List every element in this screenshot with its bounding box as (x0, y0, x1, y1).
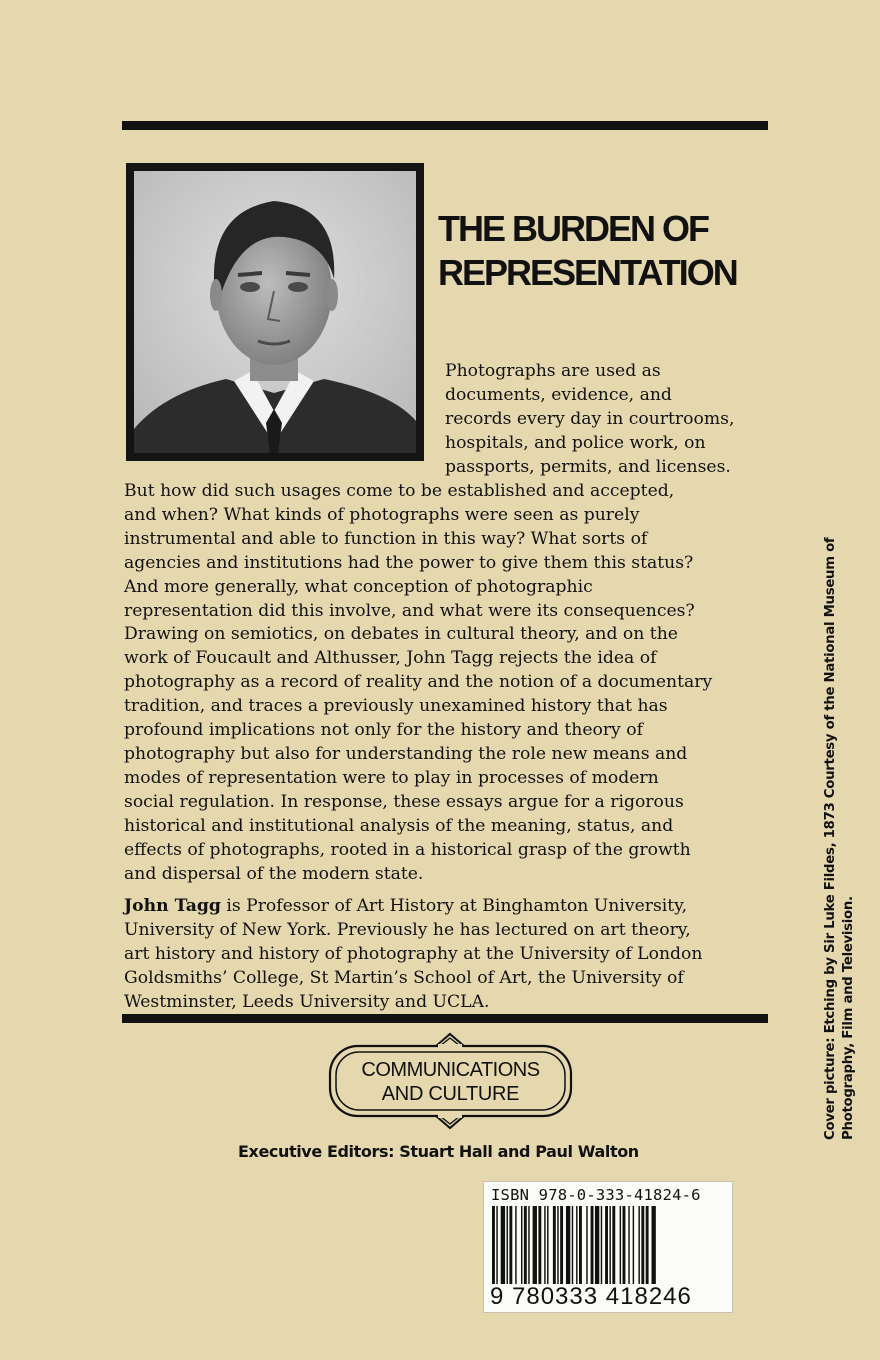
blurb-line: But how did such usages come to be established and accepted, (124, 481, 675, 501)
blurb-line: Drawing on semiotics, on debates in cultural theory, and on the (124, 624, 678, 645)
blurb-body (124, 480, 712, 886)
bottom-rule (122, 1014, 768, 1023)
barcode-bar (507, 1206, 508, 1284)
blurb-line: social regulation. In response, these essays argue for a rigorous (124, 791, 684, 812)
isbn-digits: 9 780333 418246 (490, 1283, 692, 1310)
blurb-line: documents, evidence, and (445, 384, 672, 405)
barcode-bar (638, 1206, 639, 1284)
blurb-line: and when? What kinds of photographs were seen as purely (124, 504, 640, 525)
barcode-bar (576, 1206, 577, 1284)
title-line: THE BURDEN OF (438, 208, 708, 249)
blurb-line: Photographs are used as (445, 361, 661, 381)
author-bio-line: art history and history of photography at the University of London (124, 943, 703, 964)
barcode-bar (509, 1206, 512, 1284)
author-bio-line: Goldsmiths’ College, St Martin’s School of Art, the University of (124, 967, 684, 988)
author-bio-line: Westminster, Leeds University and UCLA. (124, 991, 490, 1012)
author-bio-first-line (124, 895, 702, 919)
barcode-bar (553, 1206, 556, 1284)
blurb-line: agencies and institutions had the power to give them this status? (124, 552, 694, 573)
cover-credit-text (822, 520, 858, 1140)
author-photo (126, 163, 424, 461)
cover-credit (822, 520, 860, 1140)
badge-line-2: AND CULTURE (381, 1083, 520, 1105)
barcode-bar (591, 1206, 594, 1284)
author-bio (124, 895, 702, 1015)
barcode-bar (595, 1206, 599, 1284)
blurb-line: representation did this involve, and what were its consequences? (124, 600, 695, 621)
barcode-bar (612, 1206, 615, 1284)
blurb-line: records every day in courtrooms, (445, 408, 735, 429)
barcode-bar (633, 1206, 634, 1284)
blurb-line: profound implications not only for the history and theory of (124, 720, 643, 741)
barcode-bar (572, 1206, 573, 1284)
author-bio-line: University of New York. Previously he has lectured on art theory, (124, 919, 691, 940)
blurb-line: and dispersal of the modern state. (124, 863, 424, 884)
cover-credit-line: Cover picture: Etching by Sir Luke Fildes, 1873 Courtesy of the National Museum of (823, 537, 838, 1140)
barcode-bar (515, 1206, 516, 1284)
barcode-bar (560, 1206, 563, 1284)
blurb-line: modes of representation were to play in processes of modern (124, 767, 659, 788)
barcode-bar (492, 1206, 495, 1284)
book-title (438, 207, 778, 295)
barcode-bar (524, 1206, 527, 1284)
barcode-bar (609, 1206, 610, 1284)
blurb-line: work of Foucault and Althusser, John Tagg rejects the idea of (124, 648, 657, 669)
isbn-barcode (483, 1181, 733, 1313)
barcode-bar (557, 1206, 558, 1284)
author-portrait-icon (134, 171, 416, 453)
barcode-bar (628, 1206, 629, 1284)
barcode-bars (492, 1206, 724, 1284)
title-line: REPRESENTATION (438, 252, 737, 293)
blurb-intro (445, 360, 734, 480)
barcode-bar (586, 1206, 587, 1284)
barcode-bar (528, 1206, 529, 1284)
barcode-bar (620, 1206, 621, 1284)
barcode-bar (646, 1206, 649, 1284)
barcode-bar (496, 1206, 497, 1284)
barcode-bar (501, 1206, 505, 1284)
badge-line-1: COMMUNICATIONS (361, 1059, 540, 1081)
barcode-bar (566, 1206, 570, 1284)
isbn-label: ISBN 978-0-333-41824-6 (491, 1186, 701, 1204)
barcode-bar (601, 1206, 602, 1284)
blurb-line: hospitals, and police work, on (445, 432, 706, 453)
blurb-line: And more generally, what conception of photographic (124, 576, 593, 597)
barcode-bar (544, 1206, 545, 1284)
blurb-line: photography but also for understanding the role new means and (124, 743, 688, 764)
blurb-line: effects of photographs, rooted in a historical grasp of the growth (124, 839, 691, 860)
barcode-bar (521, 1206, 522, 1284)
barcode-bar (623, 1206, 626, 1284)
blurb-line: instrumental and able to function in this way? What sorts of (124, 528, 648, 549)
series-logo-icon (328, 1032, 573, 1132)
blurb-line: historical and institutional analysis of the meaning, status, and (124, 815, 674, 836)
blurb-line: passports, permits, and licenses. (445, 456, 731, 477)
author-bio-text: is Professor of Art History at Binghamton University, (220, 896, 688, 916)
executive-editors: Executive Editors: Stuart Hall and Paul Walton (238, 1142, 639, 1161)
barcode-bar (579, 1206, 582, 1284)
blurb-line: tradition, and traces a previously unexamined history that has (124, 696, 668, 717)
author-name: John Tagg (124, 896, 221, 916)
barcode-bar (641, 1206, 644, 1284)
series-badge (328, 1032, 573, 1132)
top-rule (122, 121, 768, 130)
blurb-line: photography as a record of reality and the notion of a documentary (124, 672, 713, 693)
barcode-bar (605, 1206, 608, 1284)
cover-credit-line: Photography, Film and Television. (841, 896, 856, 1140)
barcode-bar (652, 1206, 656, 1284)
barcode-bar (538, 1206, 541, 1284)
barcode-bar (533, 1206, 537, 1284)
barcode-bar (547, 1206, 548, 1284)
